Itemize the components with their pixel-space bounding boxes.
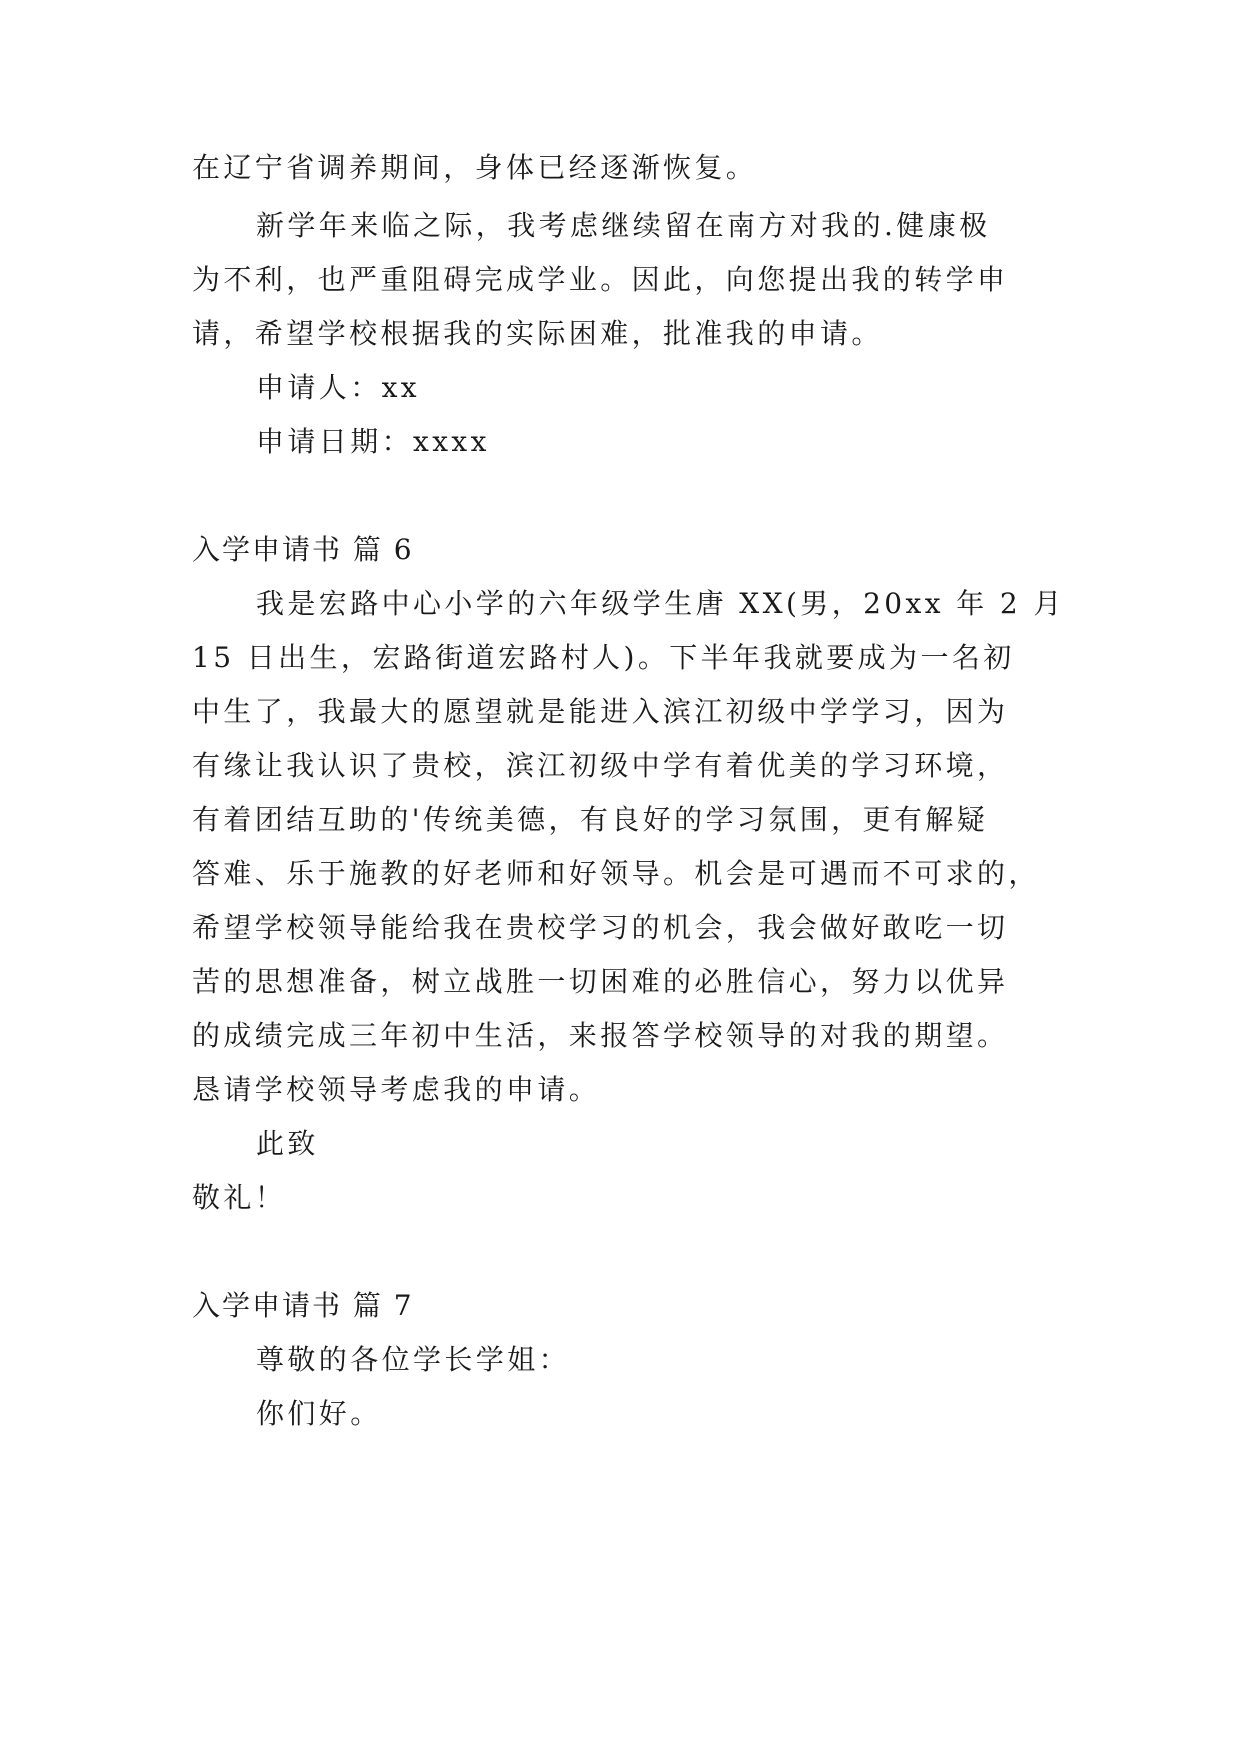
paragraph-line: 答难、乐于施教的好老师和好领导。机会是可遇而不可求的， bbox=[192, 857, 1040, 890]
hello-line: 你们好。 bbox=[256, 1397, 382, 1430]
applicant-line: 申请人：xx bbox=[256, 371, 420, 404]
date-line: 申请日期：xxxx bbox=[256, 425, 490, 458]
section-heading: 入学申请书 篇 6 bbox=[192, 533, 414, 566]
paragraph-line: 有缘让我认识了贵校，滨江初级中学有着优美的学习环境， bbox=[192, 749, 1009, 782]
section-heading: 入学申请书 篇 7 bbox=[192, 1289, 414, 1322]
paragraph-line: 苦的思想准备，树立战胜一切困难的必胜信心，努力以优异 bbox=[192, 965, 1009, 998]
paragraph-line: 的成绩完成三年初中生活，来报答学校领导的对我的期望。 bbox=[192, 1019, 1009, 1052]
salute-line: 敬礼！ bbox=[192, 1181, 287, 1214]
closing-line: 此致 bbox=[256, 1127, 319, 1160]
greeting-line: 尊敬的各位学长学姐： bbox=[256, 1343, 571, 1376]
paragraph-line: 中生了，我最大的愿望就是能进入滨江初级中学学习，因为 bbox=[192, 695, 1009, 728]
paragraph-line: 希望学校领导能给我在贵校学习的机会，我会做好敢吃一切 bbox=[192, 911, 1009, 944]
paragraph-line: 有着团结互助的'传统美德，有良好的学习氛围，更有解疑 bbox=[192, 803, 989, 836]
paragraph-line: 在辽宁省调养期间，身体已经逐渐恢复。 bbox=[192, 151, 758, 184]
paragraph-line: 我是宏路中心小学的六年级学生唐 XX(男，20xx 年 2 月 bbox=[256, 587, 1065, 620]
paragraph-line: 恳请学校领导考虑我的申请。 bbox=[192, 1073, 601, 1106]
paragraph-line: 15 日出生，宏路街道宏路村人)。下半年我就要成为一名初 bbox=[192, 641, 1015, 674]
paragraph-line: 请，希望学校根据我的实际困难，批准我的申请。 bbox=[192, 317, 883, 350]
paragraph-line: 新学年来临之际，我考虑继续留在南方对我的.健康极 bbox=[256, 209, 991, 242]
paragraph-line: 为不利，也严重阻碍完成学业。因此，向您提出我的转学申 bbox=[192, 263, 1009, 296]
